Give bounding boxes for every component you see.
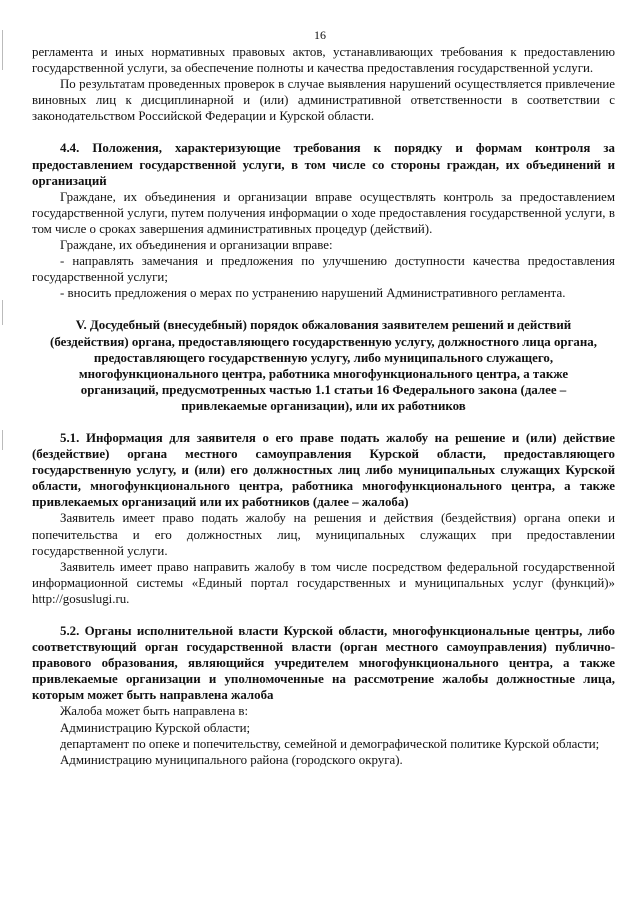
paragraph: - направлять замечания и предложения по улучшению доступности качества предоставления государственной услуги; (32, 254, 615, 285)
subsection-heading: 5.2. Органы исполнительной власти Курской области, многофункциональные центры, либо соответствующий орган государственной власти (орган местного самоуправления) публично-правового образования, являющийся учредителем многофункционального центра, а также привлекаемые организации и уполномоченные на рассмотрение жалобы должностные лица, которым может быть направлена жалоба (32, 624, 615, 703)
paragraph: По результатам проведенных проверок в случае выявления нарушений осуществляется привлечение виновных лиц к дисциплинарной и (или) административной ответственности в соответствии с законодательством Российской Федерации и Курской области. (32, 77, 615, 124)
paragraph: Жалоба может быть направлена в: (60, 704, 249, 719)
paragraph: департамент по опеке и попечительству, семейной и демографической политике Курской области; (60, 736, 600, 751)
paragraph: регламента и иных нормативных правовых актов, устанавливающих требования к предоставлению государственной услуги, за обеспечение полноты и качества предоставления государственной услуги. (32, 45, 615, 76)
paragraph: - вносить предложения о мерах по устранению нарушений Административного регламента. (60, 286, 566, 301)
document-body (32, 44, 615, 768)
paragraph: Администрацию муниципального района (городского округа). (60, 752, 403, 767)
paragraph: Заявитель имеет право подать жалобу на решения и действия (бездействия) органа опеки и попечительства и его должностных лиц, муниципальных служащих при предоставлении государственной услуги. (32, 511, 615, 558)
subsection-heading: 4.4. Положения, характеризующие требования к порядку и формам контроля за предоставлением государственной услуги, в том числе со стороны граждан, их объединений и организаций (32, 141, 615, 188)
paragraph: Граждане, их объединения и организации вправе: (60, 238, 333, 253)
page-number: 16 (314, 28, 326, 42)
paragraph: Заявитель имеет право направить жалобу в том числе посредством федеральной государственной информационной системы «Единый портал государственных и муниципальных услуг (функций)» http://gosuslugi.ru. (32, 559, 615, 606)
paragraph: Граждане, их объединения и организации вправе осуществлять контроль за предоставлением государственной услуги, путем получения информации о ходе предоставления государственной услуги, в том числе о сроках завершения административных процедур (действий). (32, 189, 615, 236)
scan-edge-marks (0, 0, 6, 905)
subsection-heading: 5.1. Информация для заявителя о его праве подать жалобу на решение и (или) действие (бездействие) органа местного самоуправления Курской области, предоставляющего государственную услугу, и (или) его должностных лиц либо муниципальных служащих Курской области, многофункционального центра, работника многофункционального центра, а также привлекаемых организаций или их работников (далее – жалоба) (32, 430, 615, 510)
section-heading: V. Досудебный (внесудебный) порядок обжалования заявителем решений и действий (бездействия) органа, предоставляющего государственную услугу, должностного лица органа, предоставляющего государственную услугу, либо муниципального служащего, многофункционального центра, работника многофункционального центра, а также организаций, предусмотренных частью 1.1 статьи 16 Федерального закона (далее – привлекаемые организации), или их работников (50, 318, 597, 413)
paragraph: Администрацию Курской области; (60, 720, 251, 735)
